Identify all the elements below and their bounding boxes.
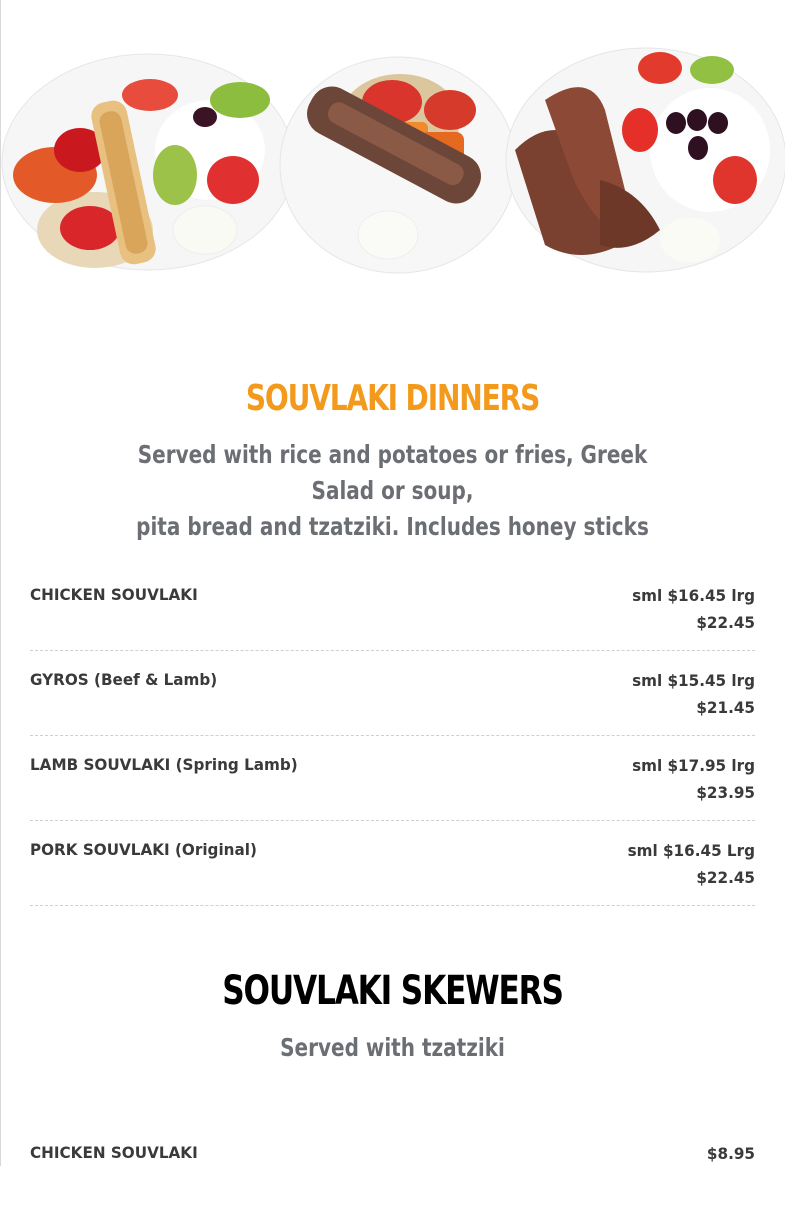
menu-list-souvlaki-dinners — [30, 582, 755, 922]
section-subtitle-souvlaki-skewers: Served with tzatziki — [280, 1033, 505, 1062]
menu-item-price: $8.95 — [706, 1144, 755, 1163]
menu-item-name: LAMB SOUVLAKI (Spring Lamb) — [30, 755, 298, 774]
subtitle-line-1: Served with rice and potatoes or fries, Greek Salad or soup, — [137, 440, 648, 505]
section-subtitle-souvlaki-dinners — [127, 437, 659, 545]
section-title-souvlaki-skewers: SOUVLAKI SKEWERS — [222, 968, 563, 1014]
price-line-2: $21.45 — [696, 698, 755, 717]
price-line-1: sml $17.95 lrg — [632, 756, 755, 775]
price-line-2: $23.95 — [696, 783, 755, 802]
hero-food-images — [0, 40, 785, 280]
price-line-1: sml $16.45 Lrg — [627, 841, 755, 860]
menu-item-name: CHICKEN SOUVLAKI — [30, 585, 198, 604]
subtitle-line-2: pita bread and tzatziki. Includes honey sticks — [136, 512, 649, 541]
menu-item-price — [603, 837, 755, 891]
section-title-souvlaki-dinners: SOUVLAKI DINNERS — [245, 378, 540, 419]
menu-item-chicken-souvlaki-skewer — [30, 1140, 755, 1208]
menu-item-name: GYROS (Beef & Lamb) — [30, 670, 218, 689]
menu-item-chicken-souvlaki — [30, 582, 755, 651]
price-line-2: $22.45 — [696, 613, 755, 632]
menu-item-price — [603, 667, 755, 721]
menu-item-gyros — [30, 667, 755, 736]
price-line-1: sml $16.45 lrg — [632, 586, 755, 605]
menu-item-pork-souvlaki — [30, 837, 755, 906]
menu-item-name: PORK SOUVLAKI (Original) — [30, 840, 257, 859]
menu-list-souvlaki-skewers — [30, 1140, 755, 1224]
menu-item-name: CHICKEN SOUVLAKI — [30, 1143, 198, 1162]
pork-skewer-plate — [280, 57, 516, 273]
menu-item-price — [603, 582, 755, 636]
gyros-plate — [506, 48, 785, 272]
price-line-1: sml $15.45 lrg — [632, 671, 755, 690]
menu-item-price — [603, 752, 755, 806]
price-line-2: $22.45 — [696, 868, 755, 887]
menu-item-lamb-souvlaki — [30, 752, 755, 821]
chicken-souvlaki-plate — [2, 54, 294, 270]
